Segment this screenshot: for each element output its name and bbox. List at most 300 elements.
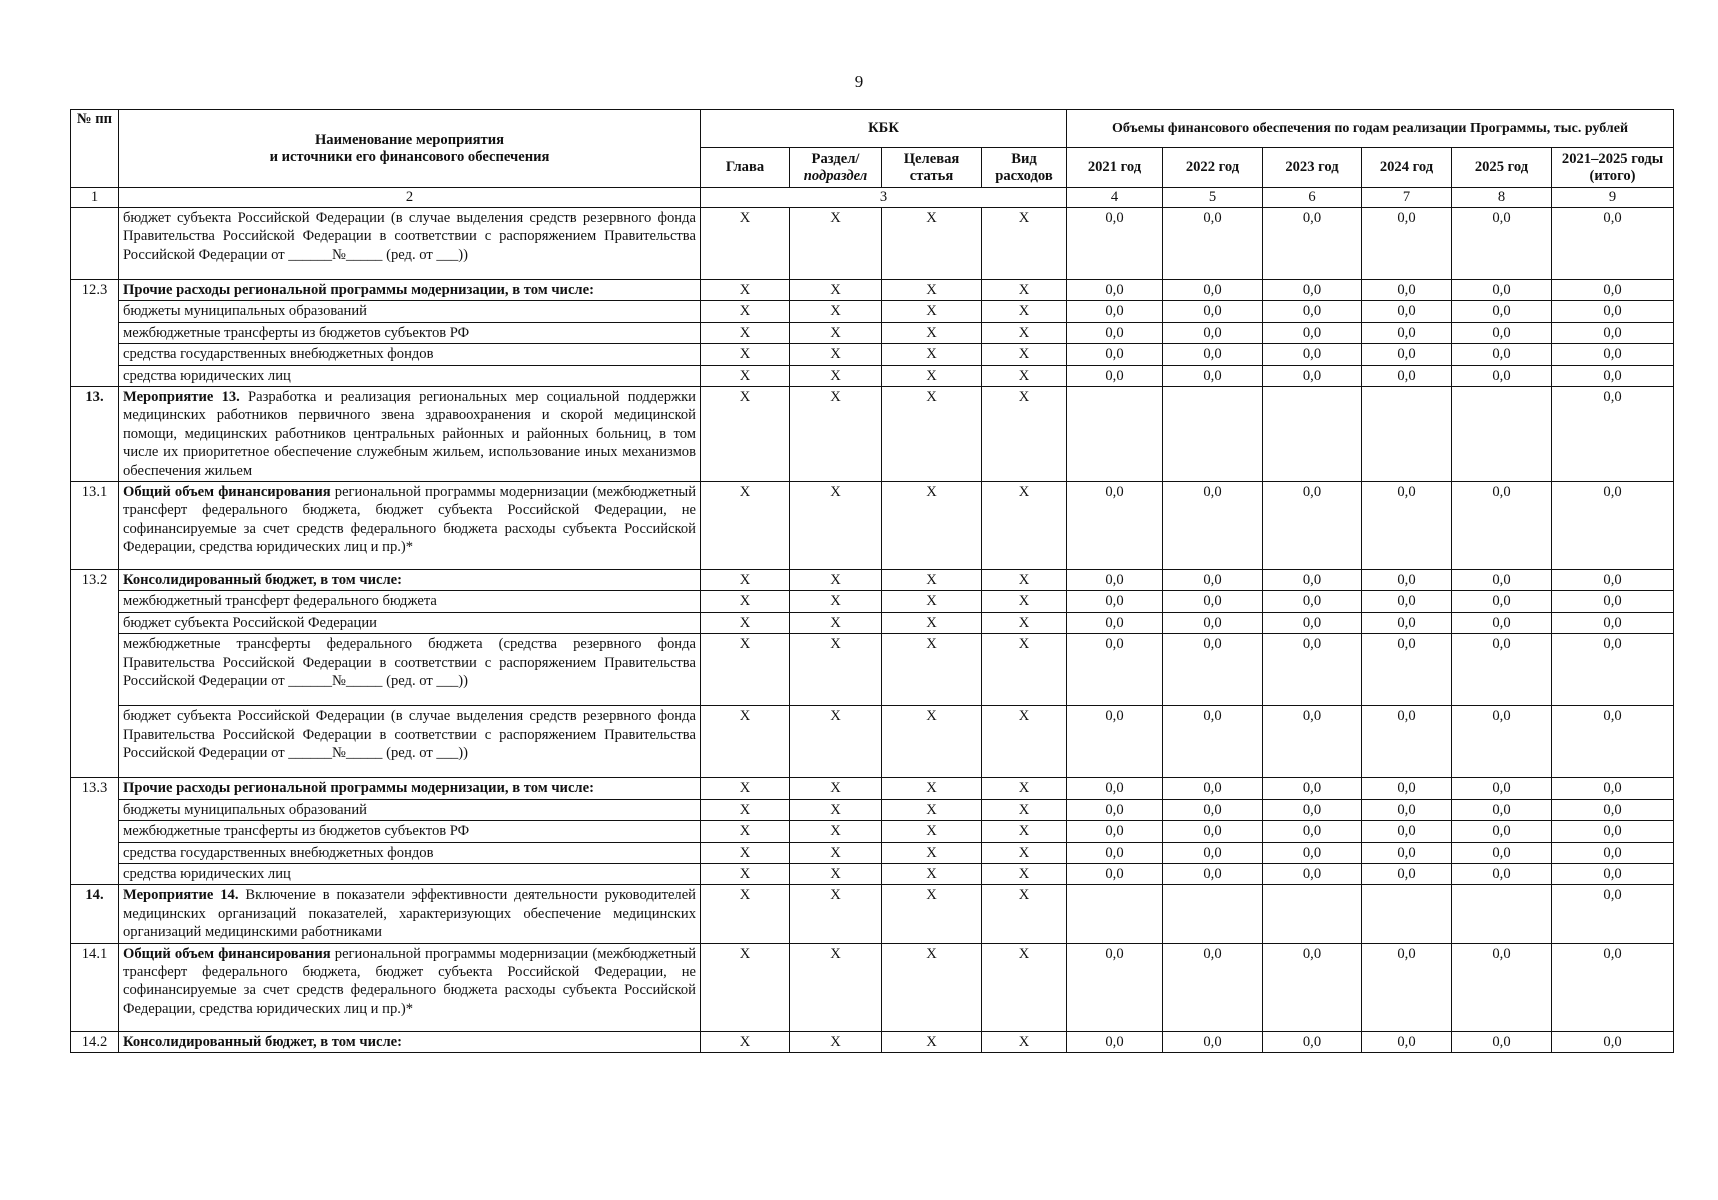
amount-cell: 0,0 <box>1163 863 1263 884</box>
kbk-cell: Х <box>882 591 982 612</box>
amount-cell: 0,0 <box>1362 612 1452 633</box>
kbk-cell: Х <box>790 885 882 943</box>
amount-cell: 0,0 <box>1163 634 1263 706</box>
amount-cell: 0,0 <box>1552 885 1674 943</box>
kbk-cell: Х <box>790 821 882 842</box>
amount-cell: 0,0 <box>1163 612 1263 633</box>
amount-cell: 0,0 <box>1263 706 1362 778</box>
amount-cell: 0,0 <box>1263 612 1362 633</box>
amount-cell: 0,0 <box>1552 344 1674 365</box>
row-text: региональной программы модернизации (межбюджетный трансферт федерального бюджета, бюджет субъекта Российской Федерации, не софинансируемые за счет средств федерального бюджета расходы субъекта Российской Федерации, средства юридических лиц и пр.)* <box>123 945 697 1017</box>
amount-cell: 0,0 <box>1552 570 1674 591</box>
row-number: 13.2 <box>71 570 119 778</box>
amount-cell: 0,0 <box>1552 863 1674 884</box>
amount-cell: 0,0 <box>1163 570 1263 591</box>
row-description <box>119 799 701 820</box>
kbk-cell: Х <box>790 943 882 1031</box>
amount-cell: 0,0 <box>1163 943 1263 1031</box>
kbk-cell: Х <box>882 208 982 280</box>
kbk-cell: Х <box>982 280 1067 301</box>
amount-cell: 0,0 <box>1452 301 1552 322</box>
row-text: бюджет субъекта Российской Федерации (в случае выделения средств резервного фонда Правительства Российской Федерации в соответствии с распоряжением Правительства Российской Федерации от ______№_____ (ред. от ___)) <box>123 210 696 263</box>
amount-cell: 0,0 <box>1552 301 1674 322</box>
amount-cell: 0,0 <box>1552 943 1674 1031</box>
amount-cell: 0,0 <box>1263 322 1362 343</box>
kbk-cell: Х <box>982 706 1067 778</box>
amount-cell: 0,0 <box>1067 322 1163 343</box>
table-row <box>71 634 1674 706</box>
kbk-cell: Х <box>701 821 790 842</box>
amount-cell <box>1163 387 1263 482</box>
amount-cell <box>1362 387 1452 482</box>
measure-row <box>71 885 1674 943</box>
kbk-cell: Х <box>701 634 790 706</box>
kbk-cell: Х <box>982 842 1067 863</box>
amount-cell: 0,0 <box>1163 344 1263 365</box>
kbk-cell: Х <box>882 842 982 863</box>
amount-cell: 0,0 <box>1552 365 1674 386</box>
row-text: средства юридических лиц <box>123 367 291 384</box>
amount-cell: 0,0 <box>1163 799 1263 820</box>
amount-cell: 0,0 <box>1067 706 1163 778</box>
kbk-cell: Х <box>701 344 790 365</box>
kbk-cell: Х <box>790 778 882 799</box>
amount-cell <box>1067 885 1163 943</box>
col-header-name-line2: и источники его финансового обеспечения <box>269 148 550 165</box>
page-number: 9 <box>854 72 864 91</box>
kbk-cell: Х <box>882 778 982 799</box>
amount-cell: 0,0 <box>1362 706 1452 778</box>
kbk-cell: Х <box>701 612 790 633</box>
amount-cell: 0,0 <box>1362 1031 1452 1052</box>
amount-cell: 0,0 <box>1552 612 1674 633</box>
amount-cell: 0,0 <box>1263 778 1362 799</box>
table-row <box>71 591 1674 612</box>
amount-cell: 0,0 <box>1452 842 1552 863</box>
kbk-cell: Х <box>790 1031 882 1052</box>
kbk-cell: Х <box>882 387 982 482</box>
kbk-cell: Х <box>701 842 790 863</box>
kbk-cell: Х <box>982 778 1067 799</box>
col-header-2025: 2025 год <box>1452 148 1552 188</box>
amount-cell: 0,0 <box>1362 591 1452 612</box>
col-header-name-line1: Наименование мероприятия <box>314 131 505 148</box>
row-description <box>119 365 701 386</box>
measure-row <box>71 387 1674 482</box>
kbk-cell: Х <box>790 591 882 612</box>
index-cell: 8 <box>1452 188 1552 208</box>
row-label: Мероприятие 13. <box>123 389 240 406</box>
amount-cell: 0,0 <box>1263 344 1362 365</box>
amount-cell: 0,0 <box>1552 482 1674 570</box>
kbk-cell: Х <box>790 863 882 884</box>
col-header-razdel-line1: Раздел/ <box>811 150 860 167</box>
amount-cell: 0,0 <box>1067 799 1163 820</box>
kbk-cell: Х <box>882 482 982 570</box>
amount-cell: 0,0 <box>1263 208 1362 280</box>
row-number: 13.3 <box>71 778 119 885</box>
kbk-cell: Х <box>982 570 1067 591</box>
kbk-cell: Х <box>982 634 1067 706</box>
index-cell: 7 <box>1362 188 1452 208</box>
amount-cell: 0,0 <box>1552 322 1674 343</box>
kbk-cell: Х <box>982 208 1067 280</box>
amount-cell: 0,0 <box>1263 1031 1362 1052</box>
kbk-cell: Х <box>790 570 882 591</box>
row-number: 12.3 <box>71 280 119 387</box>
kbk-cell: Х <box>701 885 790 943</box>
index-cell: 5 <box>1163 188 1263 208</box>
amount-cell: 0,0 <box>1552 1031 1674 1052</box>
row-number: 14.2 <box>71 1031 119 1052</box>
kbk-cell: Х <box>882 1031 982 1052</box>
amount-cell: 0,0 <box>1163 365 1263 386</box>
amount-cell: 0,0 <box>1263 799 1362 820</box>
amount-cell: 0,0 <box>1163 842 1263 863</box>
kbk-cell: Х <box>982 482 1067 570</box>
index-cell: 9 <box>1552 188 1674 208</box>
subtotal-row <box>71 570 1674 591</box>
amount-cell: 0,0 <box>1452 863 1552 884</box>
amount-cell <box>1163 885 1263 943</box>
row-text: региональной программы модернизации (межбюджетный трансферт федерального бюджета, бюджет субъекта Российской Федерации, не софинансируемые за счет средств федерального бюджета расходы субъекта Российской Федерации, средства юридических лиц и пр.)* <box>123 484 697 556</box>
amount-cell: 0,0 <box>1452 799 1552 820</box>
amount-cell: 0,0 <box>1263 280 1362 301</box>
amount-cell: 0,0 <box>1362 570 1452 591</box>
amount-cell: 0,0 <box>1362 778 1452 799</box>
kbk-cell: Х <box>790 387 882 482</box>
amount-cell: 0,0 <box>1362 344 1452 365</box>
kbk-cell: Х <box>982 943 1067 1031</box>
row-number: 13. <box>71 387 119 482</box>
row-text: бюджет субъекта Российской Федерации <box>123 614 377 631</box>
amount-cell: 0,0 <box>1263 591 1362 612</box>
row-description <box>119 591 701 612</box>
col-header-celevaya: Целевая статья <box>882 148 982 188</box>
table-row <box>71 863 1674 884</box>
amount-cell: 0,0 <box>1163 821 1263 842</box>
financing-table <box>70 109 1674 1053</box>
amount-cell: 0,0 <box>1362 482 1452 570</box>
col-header-kbk: КБК <box>701 110 1067 148</box>
amount-cell: 0,0 <box>1067 1031 1163 1052</box>
amount-cell: 0,0 <box>1552 842 1674 863</box>
kbk-cell: Х <box>982 799 1067 820</box>
table-row <box>71 208 1674 280</box>
amount-cell: 0,0 <box>1362 301 1452 322</box>
kbk-cell: Х <box>701 482 790 570</box>
amount-cell: 0,0 <box>1067 208 1163 280</box>
index-row <box>71 188 1674 208</box>
table-row <box>71 706 1674 778</box>
table-row <box>71 612 1674 633</box>
amount-cell: 0,0 <box>1067 482 1163 570</box>
amount-cell: 0,0 <box>1362 322 1452 343</box>
kbk-cell: Х <box>701 365 790 386</box>
row-text: бюджет субъекта Российской Федерации (в случае выделения средств резервного фонда Правительства Российской Федерации в соответствии с распоряжением Правительства Российской Федерации от ______№_____ (ред. от ___)) <box>123 708 696 762</box>
kbk-cell: Х <box>982 821 1067 842</box>
kbk-cell: Х <box>982 612 1067 633</box>
amount-cell: 0,0 <box>1067 634 1163 706</box>
table-row <box>71 821 1674 842</box>
col-header-name <box>119 110 701 188</box>
amount-cell: 0,0 <box>1067 821 1163 842</box>
amount-cell: 0,0 <box>1362 842 1452 863</box>
row-description <box>119 1031 701 1052</box>
row-text: Разработка и реализация региональных мер социальной поддержки медицинских работников первичного звена здравоохранения и скорой медицинской помощи, медицинских работников центральных районных и районных больниц, в том числе их приоритетное обеспечение служебным жильем, использование иных механизмов обеспечения жильем <box>123 389 696 479</box>
kbk-cell: Х <box>701 208 790 280</box>
row-description <box>119 208 701 280</box>
amount-cell: 0,0 <box>1552 387 1674 482</box>
kbk-cell: Х <box>701 799 790 820</box>
row-number: 14. <box>71 885 119 943</box>
kbk-cell: Х <box>790 706 882 778</box>
row-description <box>119 482 701 570</box>
kbk-cell: Х <box>701 778 790 799</box>
row-description <box>119 570 701 591</box>
amount-cell: 0,0 <box>1067 280 1163 301</box>
table-row <box>71 799 1674 820</box>
amount-cell: 0,0 <box>1452 821 1552 842</box>
row-number <box>71 208 119 280</box>
total-row <box>71 943 1674 1031</box>
kbk-cell: Х <box>882 280 982 301</box>
row-text: средства государственных внебюджетных фондов <box>123 844 434 861</box>
row-text: Включение в показатели эффективности деятельности руководителей медицинских организаций показателей, характеризующих обеспечение медицинских организаций медицинскими работниками <box>123 887 696 941</box>
amount-cell: 0,0 <box>1163 778 1263 799</box>
amount-cell: 0,0 <box>1067 570 1163 591</box>
amount-cell: 0,0 <box>1263 365 1362 386</box>
kbk-cell: Х <box>701 301 790 322</box>
kbk-cell: Х <box>882 344 982 365</box>
kbk-cell: Х <box>790 799 882 820</box>
kbk-cell: Х <box>882 821 982 842</box>
index-cell: 4 <box>1067 188 1163 208</box>
kbk-cell: Х <box>982 387 1067 482</box>
kbk-cell: Х <box>882 322 982 343</box>
row-description <box>119 280 701 301</box>
amount-cell: 0,0 <box>1452 482 1552 570</box>
amount-cell: 0,0 <box>1163 208 1263 280</box>
kbk-cell: Х <box>701 591 790 612</box>
row-label: Мероприятие 14. <box>123 887 239 904</box>
amount-cell: 0,0 <box>1163 482 1263 570</box>
row-text: средства государственных внебюджетных фондов <box>123 346 434 363</box>
kbk-cell: Х <box>882 943 982 1031</box>
kbk-cell: Х <box>701 280 790 301</box>
row-text: Консолидированный бюджет, в том числе: <box>123 1033 403 1050</box>
amount-cell: 0,0 <box>1452 634 1552 706</box>
row-text: средства юридических лиц <box>123 865 291 882</box>
amount-cell: 0,0 <box>1263 943 1362 1031</box>
row-description <box>119 301 701 322</box>
row-text: Прочие расходы региональной программы модернизации, в том числе: <box>123 282 594 298</box>
col-header-2022: 2022 год <box>1163 148 1263 188</box>
amount-cell: 0,0 <box>1067 365 1163 386</box>
amount-cell: 0,0 <box>1362 821 1452 842</box>
amount-cell: 0,0 <box>1163 322 1263 343</box>
amount-cell: 0,0 <box>1163 301 1263 322</box>
amount-cell: 0,0 <box>1452 612 1552 633</box>
amount-cell: 0,0 <box>1552 591 1674 612</box>
row-description <box>119 821 701 842</box>
kbk-cell: Х <box>790 344 882 365</box>
amount-cell: 0,0 <box>1263 821 1362 842</box>
amount-cell: 0,0 <box>1067 591 1163 612</box>
row-label: Общий объем финансирования <box>123 484 331 501</box>
amount-cell: 0,0 <box>1552 821 1674 842</box>
col-header-volumes: Объемы финансового обеспечения по годам реализации Программы, тыс. рублей <box>1067 110 1674 148</box>
kbk-cell: Х <box>790 301 882 322</box>
row-description <box>119 842 701 863</box>
amount-cell: 0,0 <box>1067 863 1163 884</box>
amount-cell <box>1263 885 1362 943</box>
col-header-2021: 2021 год <box>1067 148 1163 188</box>
amount-cell: 0,0 <box>1163 591 1263 612</box>
kbk-cell: Х <box>882 863 982 884</box>
row-description <box>119 943 701 1031</box>
kbk-cell: Х <box>701 387 790 482</box>
row-description <box>119 387 701 482</box>
kbk-cell: Х <box>790 208 882 280</box>
table-row <box>71 842 1674 863</box>
row-description <box>119 634 701 706</box>
row-text: межбюджетные трансферты федерального бюджета (средства резервного фонда Правительства Российской Федерации в соответствии с распоряжением Правительства Российской Федерации от ______№_____ (ред. от ___)) <box>123 636 696 690</box>
amount-cell: 0,0 <box>1067 943 1163 1031</box>
amount-cell: 0,0 <box>1067 842 1163 863</box>
row-text: межбюджетные трансферты из бюджетов субъектов РФ <box>123 823 470 840</box>
total-row <box>71 482 1674 570</box>
row-number: 13.1 <box>71 482 119 570</box>
row-label: Общий объем финансирования <box>123 945 331 962</box>
row-description <box>119 322 701 343</box>
row-text: межбюджетный трансферт федерального бюджета <box>123 593 437 610</box>
kbk-cell: Х <box>882 612 982 633</box>
amount-cell: 0,0 <box>1362 365 1452 386</box>
amount-cell: 0,0 <box>1452 280 1552 301</box>
row-description <box>119 706 701 778</box>
amount-cell: 0,0 <box>1362 863 1452 884</box>
kbk-cell: Х <box>882 365 982 386</box>
subtotal-row <box>71 778 1674 799</box>
row-text: бюджеты муниципальных образований <box>123 801 367 818</box>
amount-cell <box>1263 387 1362 482</box>
kbk-cell: Х <box>790 365 882 386</box>
kbk-cell: Х <box>982 1031 1067 1052</box>
amount-cell: 0,0 <box>1263 570 1362 591</box>
amount-cell: 0,0 <box>1263 634 1362 706</box>
kbk-cell: Х <box>982 885 1067 943</box>
kbk-cell: Х <box>790 322 882 343</box>
kbk-cell: Х <box>882 885 982 943</box>
amount-cell <box>1067 387 1163 482</box>
index-cell: 1 <box>71 188 119 208</box>
table-row <box>71 344 1674 365</box>
amount-cell: 0,0 <box>1452 570 1552 591</box>
table-body <box>71 208 1674 1053</box>
amount-cell: 0,0 <box>1452 778 1552 799</box>
amount-cell: 0,0 <box>1362 943 1452 1031</box>
col-header-2023: 2023 год <box>1263 148 1362 188</box>
kbk-cell: Х <box>882 799 982 820</box>
amount-cell: 0,0 <box>1362 208 1452 280</box>
kbk-cell: Х <box>701 706 790 778</box>
amount-cell: 0,0 <box>1452 344 1552 365</box>
kbk-cell: Х <box>790 612 882 633</box>
row-text: межбюджетные трансферты из бюджетов субъектов РФ <box>123 324 470 341</box>
table-row <box>71 365 1674 386</box>
kbk-cell: Х <box>701 1031 790 1052</box>
amount-cell: 0,0 <box>1452 1031 1552 1052</box>
amount-cell: 0,0 <box>1163 1031 1263 1052</box>
amount-cell: 0,0 <box>1552 634 1674 706</box>
amount-cell: 0,0 <box>1452 943 1552 1031</box>
kbk-cell: Х <box>982 301 1067 322</box>
amount-cell <box>1362 885 1452 943</box>
amount-cell: 0,0 <box>1452 706 1552 778</box>
amount-cell: 0,0 <box>1552 208 1674 280</box>
col-header-podrazdel: подраздел <box>803 167 868 184</box>
col-header-razdel <box>790 148 882 188</box>
table-row <box>71 322 1674 343</box>
col-header-number: № пп <box>71 110 119 188</box>
kbk-cell: Х <box>790 482 882 570</box>
kbk-cell: Х <box>982 365 1067 386</box>
amount-cell: 0,0 <box>1263 863 1362 884</box>
amount-cell <box>1452 387 1552 482</box>
subtotal-row <box>71 1031 1674 1052</box>
amount-cell: 0,0 <box>1362 634 1452 706</box>
index-cell: 3 <box>701 188 1067 208</box>
amount-cell: 0,0 <box>1552 706 1674 778</box>
kbk-cell: Х <box>982 591 1067 612</box>
amount-cell: 0,0 <box>1452 365 1552 386</box>
kbk-cell: Х <box>882 570 982 591</box>
kbk-cell: Х <box>701 322 790 343</box>
row-text: бюджеты муниципальных образований <box>123 303 367 320</box>
amount-cell: 0,0 <box>1163 280 1263 301</box>
kbk-cell: Х <box>982 863 1067 884</box>
kbk-cell: Х <box>982 344 1067 365</box>
index-cell: 6 <box>1263 188 1362 208</box>
amount-cell: 0,0 <box>1362 280 1452 301</box>
amount-cell: 0,0 <box>1067 344 1163 365</box>
amount-cell: 0,0 <box>1067 301 1163 322</box>
amount-cell: 0,0 <box>1452 322 1552 343</box>
amount-cell: 0,0 <box>1452 591 1552 612</box>
kbk-cell: Х <box>701 570 790 591</box>
kbk-cell: Х <box>882 301 982 322</box>
row-description <box>119 344 701 365</box>
kbk-cell: Х <box>790 280 882 301</box>
row-description <box>119 612 701 633</box>
col-header-glava: Глава <box>701 148 790 188</box>
amount-cell: 0,0 <box>1552 280 1674 301</box>
row-text: Прочие расходы региональной программы модернизации, в том числе: <box>123 780 594 797</box>
col-header-vid: Вид расходов <box>982 148 1067 188</box>
row-number: 14.1 <box>71 943 119 1031</box>
amount-cell: 0,0 <box>1263 301 1362 322</box>
amount-cell: 0,0 <box>1552 799 1674 820</box>
row-text: Консолидированный бюджет, в том числе: <box>123 572 403 589</box>
index-cell: 2 <box>119 188 701 208</box>
kbk-cell: Х <box>701 943 790 1031</box>
kbk-cell: Х <box>790 842 882 863</box>
kbk-cell: Х <box>790 634 882 706</box>
amount-cell: 0,0 <box>1263 482 1362 570</box>
kbk-cell: Х <box>882 634 982 706</box>
table-row <box>71 301 1674 322</box>
